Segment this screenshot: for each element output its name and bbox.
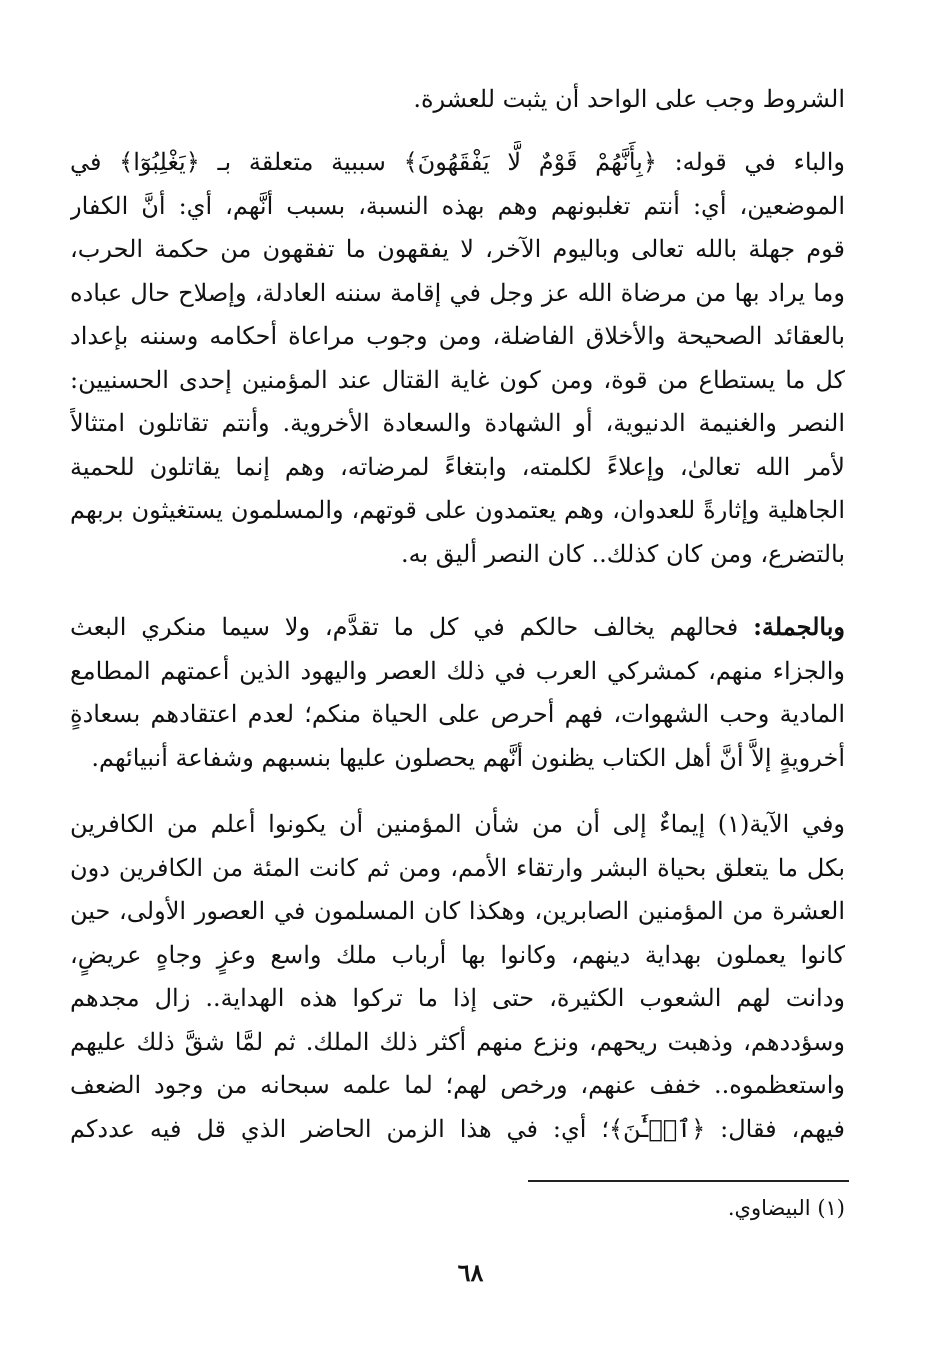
footnote-marker: (١)	[817, 1196, 845, 1220]
text-line: لأمر الله تعالىٰ، وإعلاءً لكلمته، وابتغاءً لمرضاته، وهم إنما يقاتلون للحمية	[70, 452, 845, 481]
paragraph-wa-fil-aya	[70, 803, 845, 1151]
paragraph-bil-jumla	[70, 605, 845, 780]
footnote-text: البيضاوي.	[727, 1196, 811, 1220]
text-line	[70, 605, 845, 650]
text-line: وما يراد بها من مرضاة الله عز وجل في إقامة سننه العادلة، وإصلاح حال عباده	[70, 278, 845, 307]
text-line: الشروط وجب على الواحد أن يثبت للعشرة.	[413, 85, 845, 113]
text-line: الجاهلية وإثارةً للعدوان، وهم يعتمدون على قوتهم، والمسلمون يستغيثون بربهم	[70, 496, 845, 524]
paragraph-lead: وبالجملة:	[753, 612, 845, 641]
text-line: قوم جهلة بالله تعالى وباليوم الآخر، لا يفقهون ما تفقهون من حكمة الحرب،	[70, 235, 845, 263]
text-line: والجزاء منهم، كمشركي العرب في ذلك العصر واليهود الذين أعمتهم المطامع	[70, 656, 845, 685]
text-line: فيهم، فقال: ﴿ٱلۡـَٰٔنَ﴾؛ أي: في هذا الزمن الحاضر الذي قل فيه عددكم	[70, 1114, 845, 1143]
text-line: أخرويةٍ إلاَّ أنَّ أهل الكتاب يظنون أنَّهم يحصلون عليها بنسبهم وشفاعة أنبيائهم.	[91, 743, 845, 772]
text-line: الموضعين، أي: أنتم تغلبونهم وهم بهذه النسبة، بسبب أنَّهم، أي: أنَّ الكفار	[70, 191, 845, 220]
text-line: ودانت لهم الشعوب الكثيرة، حتى إذا ما تركوا هذه الهداية.. زال مجدهم	[70, 984, 845, 1012]
text-line: النصر والغنيمة الدنيوية، أو الشهادة والسعادة الأخروية. وأنتم تقاتلون امتثالاً	[70, 409, 845, 437]
text-line: وسؤددهم، وذهبت ريحهم، ونزع منهم أكثر ذلك الملك. ثم لمَّا شقَّ ذلك عليهم	[70, 1027, 845, 1056]
text-line-rest: فحالهم يخالف حالكم في كل ما تقدَّم، ولا سيما منكري البعث	[70, 613, 739, 641]
footnote	[728, 1193, 845, 1223]
paragraph-baa	[70, 141, 845, 576]
text-line: واستعظموه.. خفف عنهم، ورخص لهم؛ لما علمه سبحانه من وجود الضعف	[70, 1071, 845, 1099]
text-line: المادية وحب الشهوات، فهم أحرص على الحياة منكم؛ لعدم اعتقادهم بسعادةٍ	[70, 700, 845, 728]
text-line: بالتضرع، ومن كان كذلك.. كان النصر أليق به.	[400, 539, 845, 568]
text-line: كل ما يستطاع من قوة، ومن كون غاية القتال عند المؤمنين إحدى الحسنيين:	[70, 365, 845, 394]
text-line: كانوا يعملون بهداية دينهم، وكانوا بها أرباب ملك واسع وعزٍ وجاهٍ عريضٍ،	[70, 940, 845, 969]
text-line: وفي الآية(١) إيماءٌ إلى أن من شأن المؤمنين أن يكونوا أعلم من الكافرين	[70, 810, 845, 838]
text-line: بكل ما يتعلق بحياة البشر وارتقاء الأمم، ومن ثم كانت المئة من الكافرين دون	[70, 853, 845, 882]
text-line: والباء في قوله: ﴿بِأَنَّهُمْ قَوْمٌ لَّا يَفْقَهُونَ﴾ سببية متعلقة بـ ﴿يَغْلِبُوٓا﴾ في	[70, 148, 845, 176]
footnote-divider	[528, 1180, 849, 1182]
text-line: بالعقائد الصحيحة والأخلاق الفاضلة، ومن وجوب مراعاة أحكامه وسننه بإعداد	[70, 322, 845, 350]
page-number: ٦٨	[457, 1258, 484, 1287]
paragraph-continuation	[70, 78, 845, 122]
text-line: العشرة من المؤمنين الصابرين، وهكذا كان المسلمون في العصور الأولى، حين	[70, 897, 845, 925]
